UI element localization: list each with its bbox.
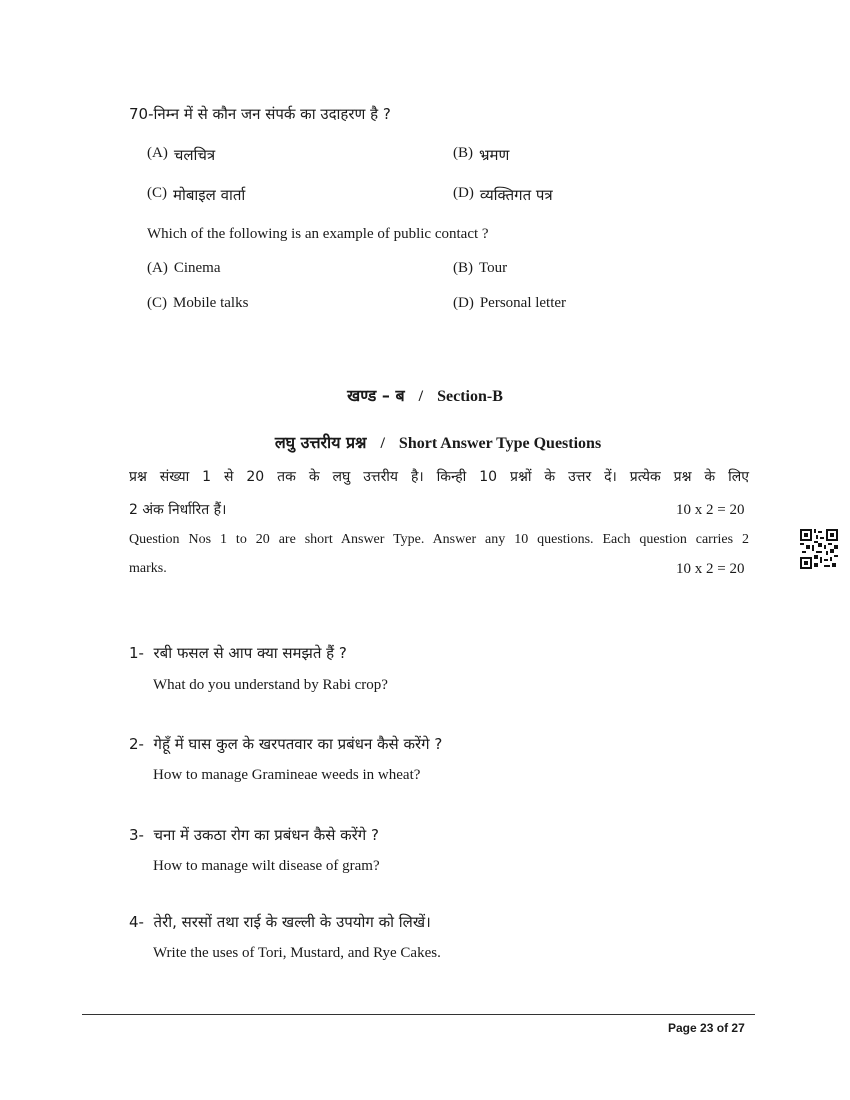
subheading-english: Short Answer Type Questions	[398, 435, 602, 452]
page-prefix: Page	[668, 1021, 697, 1035]
q70-hi-option-b	[453, 145, 509, 165]
option-text: व्यक्तिगत पत्र	[479, 186, 553, 204]
option-label: (C)	[147, 185, 167, 201]
section-english-title: Section-B	[437, 388, 503, 405]
question-4-hindi	[129, 912, 431, 932]
question-number: 1-	[129, 644, 144, 662]
subheading-hindi: लघु उत्तरीय प्रश्न	[274, 433, 367, 452]
option-text: मोबाइल वार्ता	[173, 186, 246, 204]
section-hindi-title: खण्ड – ब	[347, 386, 405, 405]
question-1-english: What do you understand by Rabi crop?	[153, 677, 388, 693]
option-text: भ्रमण	[479, 146, 510, 164]
question-2-hindi	[129, 734, 442, 754]
option-label: (B)	[453, 145, 473, 161]
instruction-english-line1: Question Nos 1 to 20 are short Answer Type. Answer any 10 questions. Each question carries 2	[129, 532, 749, 547]
q70-hindi-text: निम्न में से कौन जन संपर्क का उदाहरण है ?	[153, 105, 391, 123]
q70-number: 70-	[129, 105, 154, 123]
q70-hindi	[129, 104, 391, 124]
option-text: Mobile talks	[173, 295, 249, 311]
q70-en-option-a	[147, 260, 220, 277]
option-text: चलचित्र	[173, 146, 216, 164]
option-label: (D)	[453, 295, 474, 311]
option-label: (A)	[147, 145, 168, 161]
q70-hi-option-d	[453, 185, 553, 205]
option-text: Tour	[479, 260, 508, 276]
footer-divider	[82, 1014, 755, 1015]
option-label: (D)	[453, 185, 474, 201]
page-of: of	[716, 1021, 729, 1035]
instruction-english-line2: marks.	[129, 561, 167, 576]
question-3-english: How to manage wilt disease of gram?	[153, 858, 380, 874]
question-3-hindi	[129, 825, 379, 845]
q70-en-option-c	[147, 295, 248, 312]
option-label: (C)	[147, 295, 167, 311]
section-heading	[0, 384, 850, 406]
marks-hindi: 10 x 2 = 20	[676, 502, 745, 518]
q70-en-option-b	[453, 260, 507, 277]
question-hindi-text: चना में उकठा रोग का प्रबंधन कैसे करेंगे ?	[153, 826, 379, 844]
q70-hi-option-a	[147, 145, 215, 165]
section-subheading	[0, 431, 850, 453]
q70-hi-option-c	[147, 185, 245, 205]
question-2-english: How to manage Gramineae weeds in wheat?	[153, 767, 421, 783]
question-number: 3-	[129, 826, 144, 844]
question-4-english: Write the uses of Tori, Mustard, and Rye Cakes.	[153, 945, 441, 961]
marks-english: 10 x 2 = 20	[676, 561, 745, 577]
option-label: (B)	[453, 260, 473, 276]
option-text: Personal letter	[479, 295, 567, 311]
section-separator: /	[418, 388, 424, 405]
question-number: 2-	[129, 735, 144, 753]
q70-en-option-d	[453, 295, 566, 312]
page-number	[668, 1021, 745, 1035]
question-number: 4-	[129, 913, 144, 931]
subheading-separator: /	[380, 435, 385, 452]
option-label: (A)	[147, 260, 168, 276]
instruction-hindi-line2: 2 अंक निर्धारित हैं।	[129, 502, 227, 518]
question-1-hindi	[129, 643, 347, 663]
q70-english-text: Which of the following is an example of public contact ?	[147, 226, 489, 242]
page-total: 27	[731, 1021, 745, 1035]
question-hindi-text: रबी फसल से आप क्या समझते हैं ?	[153, 644, 347, 662]
instruction-hindi-line1: प्रश्न संख्या 1 से 20 तक के लघु उत्तरीय है। किन्ही 10 प्रश्नों के उत्तर दें। प्रत्येक प्रश्न के लिए	[129, 469, 749, 485]
question-hindi-text: तेरी, सरसों तथा राई के खल्ली के उपयोग को लिखें।	[153, 913, 431, 931]
page-current: 23	[700, 1021, 714, 1035]
question-hindi-text: गेहूँ में घास कुल के खरपतवार का प्रबंधन कैसे करेंगे ?	[153, 735, 443, 753]
option-text: Cinema	[173, 260, 221, 276]
qr-code-icon	[800, 529, 838, 569]
